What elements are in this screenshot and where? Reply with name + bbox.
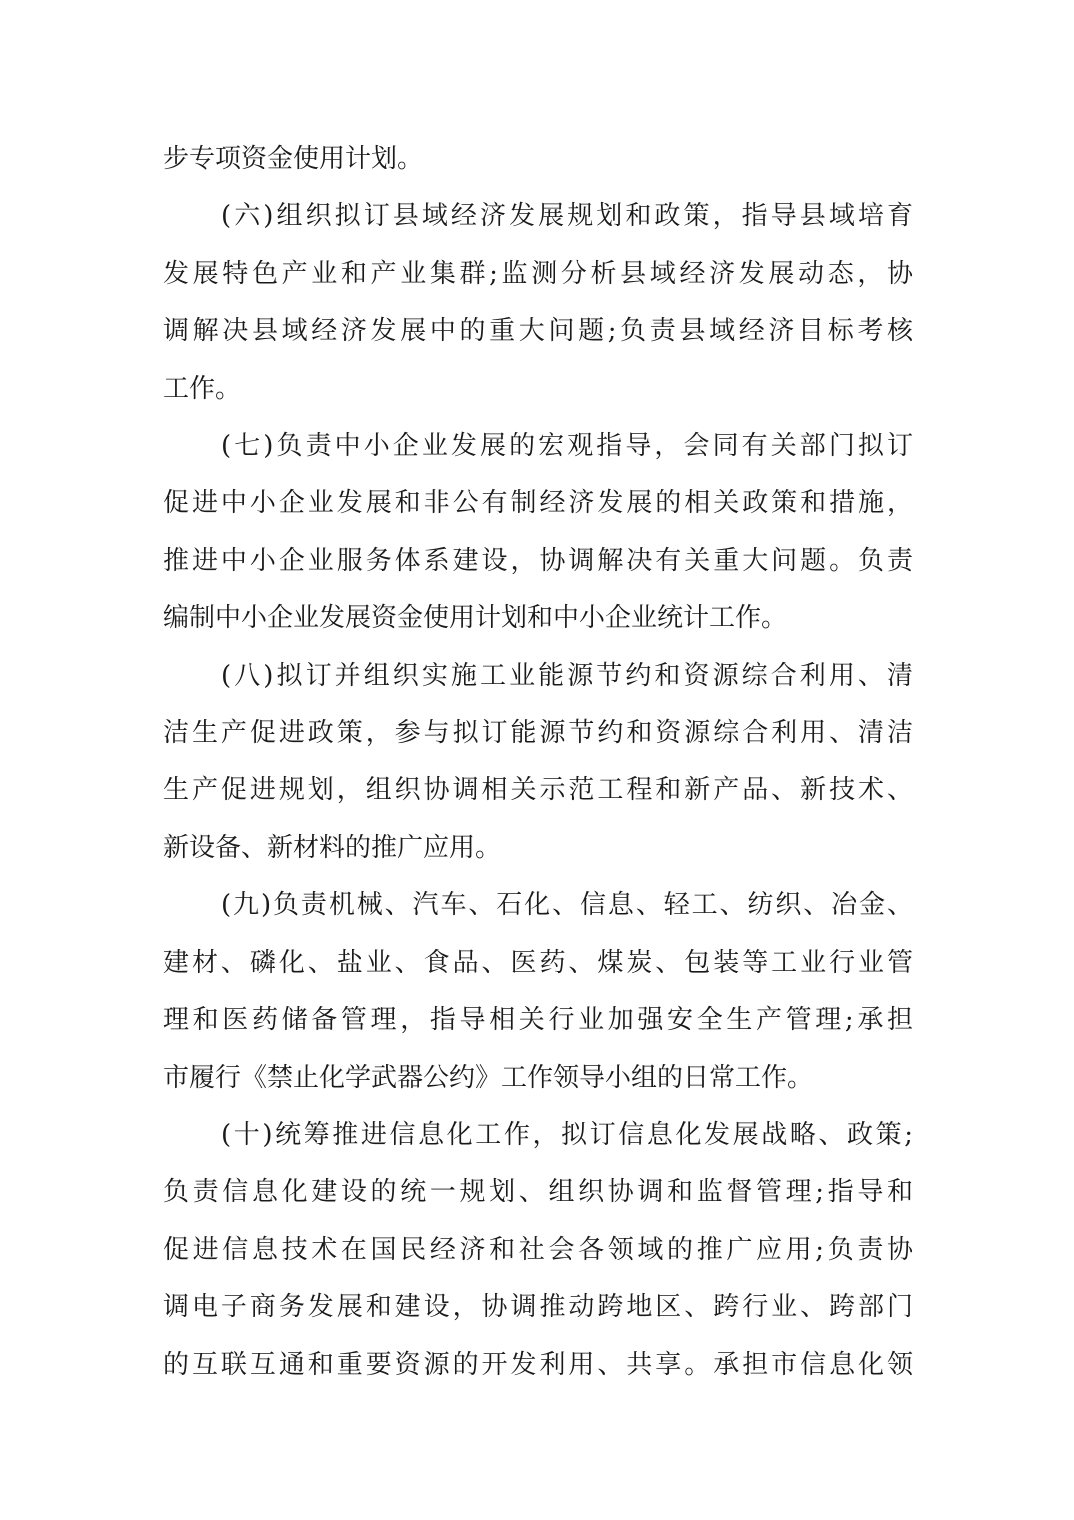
text-line: 新设备、新材料的推广应用。 [163, 832, 502, 863]
text-line: 发展特色产业和产业集群;监测分析县域经济发展动态，协 [163, 258, 913, 289]
text-line: (六)组织拟订县域经济发展规划和政策，指导县域培育 [221, 201, 913, 232]
text-line: 编制中小企业发展资金使用计划和中小企业统计工作。 [163, 603, 788, 634]
text-line: (七)负责中小企业发展的宏观指导，会同有关部门拟订 [221, 431, 913, 462]
text-line: 生产促进规划，组织协调相关示范工程和新产品、新技术、 [163, 775, 913, 806]
text-line: 市履行《禁止化学武器公约》工作领导小组的日常工作。 [163, 1062, 814, 1093]
text-line: 的互联互通和重要资源的开发利用、共享。承担市信息化领 [163, 1349, 913, 1380]
text-line: (八)拟订并组织实施工业能源节约和资源综合利用、清 [221, 660, 913, 691]
text-line: (十)统筹推进信息化工作，拟订信息化发展战略、政策; [221, 1119, 913, 1150]
text-line: 负责信息化建设的统一规划、组织协调和监督管理;指导和 [163, 1177, 913, 1208]
text-line: 步专项资金使用计划。 [163, 144, 424, 174]
text-line: 推进中小企业服务体系建设，协调解决有关重大问题。负责 [163, 545, 913, 576]
text-line: (九)负责机械、汽车、石化、信息、轻工、纺织、冶金、 [221, 890, 913, 921]
text-line: 调解决县域经济发展中的重大问题;负责县域经济目标考核 [163, 316, 913, 347]
text-line: 工作。 [163, 373, 242, 404]
text-line: 促进中小企业发展和非公有制经济发展的相关政策和措施， [163, 488, 913, 519]
text-line: 理和医药储备管理，指导相关行业加强安全生产管理;承担 [163, 1005, 913, 1036]
text-line: 调电子商务发展和建设，协调推动跨地区、跨行业、跨部门 [163, 1292, 913, 1323]
text-line: 洁生产促进政策，参与拟订能源节约和资源综合利用、清洁 [163, 718, 913, 749]
text-line: 建材、磷化、盐业、食品、医药、煤炭、包装等工业行业管 [163, 947, 913, 978]
text-line: 促进信息技术在国民经济和社会各领域的推广应用;负责协 [163, 1234, 913, 1265]
document-body [163, 131, 913, 1394]
